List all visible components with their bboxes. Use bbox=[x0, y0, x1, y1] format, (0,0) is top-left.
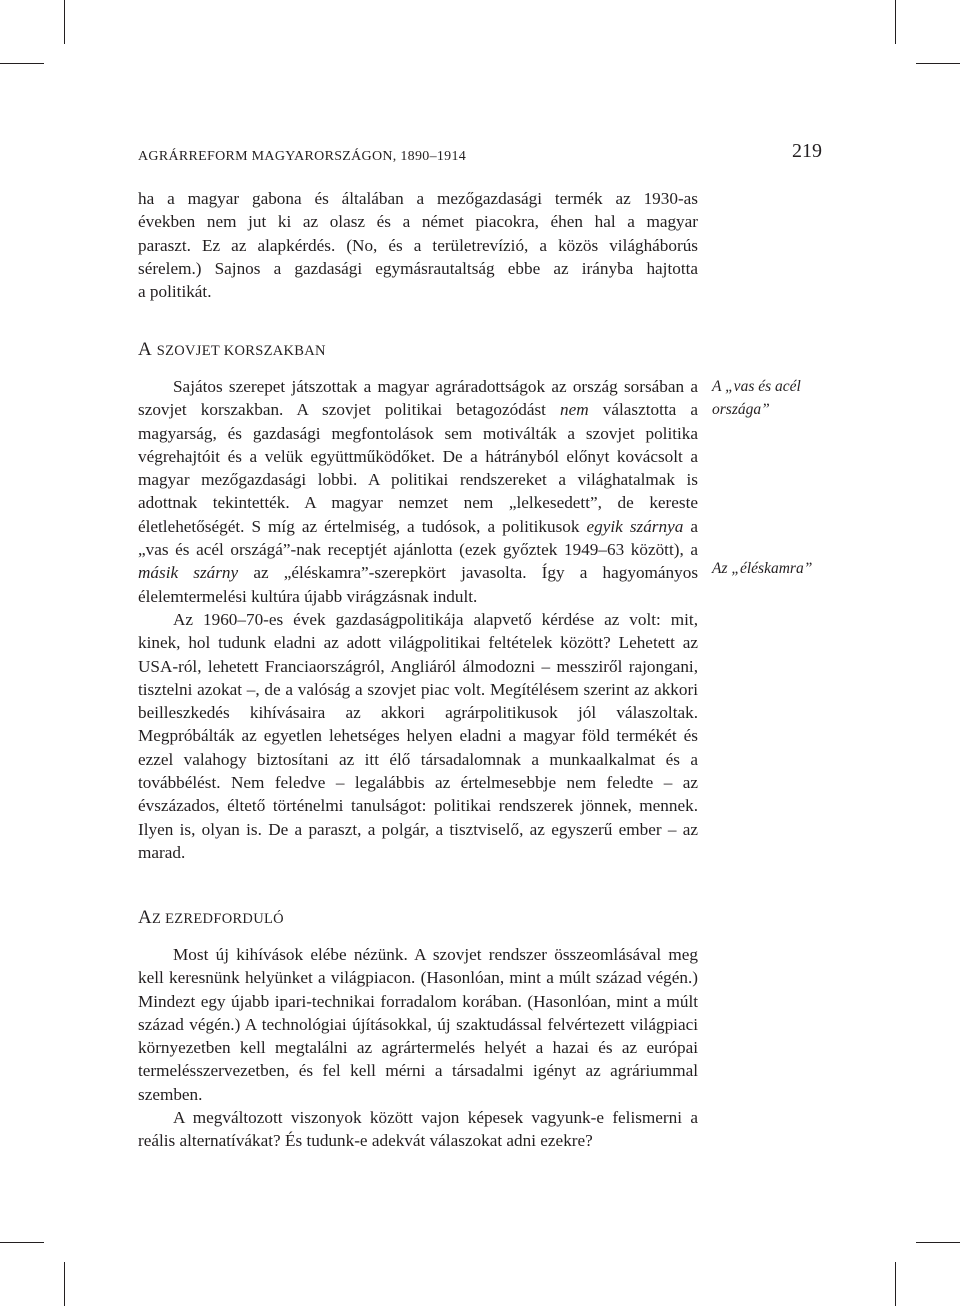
heading-text: Z EZREDFORDULÓ bbox=[152, 911, 284, 927]
intro-line: sérelem.) Sajnos a gazdasági egymásrautaltság ebbe az irányba hajtotta bbox=[138, 258, 698, 278]
emphasis: nem bbox=[560, 400, 589, 420]
page-number: 219 bbox=[792, 140, 822, 162]
section-heading-millennium bbox=[138, 907, 698, 929]
section-soviet-era-body bbox=[138, 375, 698, 864]
heading-initial: A bbox=[138, 907, 153, 928]
crop-mark-right-lower bbox=[916, 1242, 960, 1243]
paragraph: Most új kihívások elébe nézünk. A szovjet rendszer összeomlásával meg kell keresnünk helyünket a világpiacon. (Hasonlóan, mint a múlt század végén.) Mindezt egy újabb ipari-technikai forradalom korában. (Hasonlóan, mint a múlt század végén.) A technológiai újításokkal, új szaktudással felvértezett világpiaci környezetben kell megtalálni az agrártermelés helyét a hazai és az európai termelésszervezetben, és fel kell mérni a társadalmi igényt az agráriummal szemben. bbox=[138, 945, 698, 1104]
margin-note-vas-es-acel: A „vas és acél országa” bbox=[712, 378, 801, 418]
crop-mark-left-lower bbox=[0, 1242, 44, 1243]
emphasis: másik szárny bbox=[138, 563, 239, 583]
heading-initial: A bbox=[138, 339, 153, 360]
intro-line: paraszt. Ez az alapkérdés. (No, és a területrevízió, a közös világháborús bbox=[138, 235, 698, 255]
paragraph: Sajátos szerepet játszottak a magyar agráradottságok az ország sorsában a szovjet korszakban. A szovjet politikai betagozódást nem választotta a magyarság, és gazdasági megfontolások sem motiválták a szovjet politika végrehajtóit és a velük együttműködőket. De a hátrányból előnyt kovácsolt a magyar mezőgazdasági lobbi. A politikai rendszereket a világhatalmak is adottnak tekintették. A magyar nemzet nem „lelkesedett”, de kereste életlehetőségét. S míg az értelmiség, a tudósok, a politikusok egyik szárnya a „vas és acél országá”-nak receptjét ajánlotta (ezek győztek 1949–63 között), a másik szárny az „éléskamra”-szerepkört javasolta. Így a hagyományos élelemtermelési kultúra újabb virágzásnak indult. bbox=[138, 377, 699, 606]
intro-line: években nem jut ki az olasz és a német piacokra, éhen hal a magyar bbox=[138, 212, 698, 232]
emphasis: egyik szárnya bbox=[586, 516, 684, 536]
margin-note-eleskamra: Az „éléskamra” bbox=[712, 560, 813, 577]
intro-paragraph bbox=[138, 187, 698, 303]
intro-line: a politikát. bbox=[138, 282, 212, 302]
intro-line: ha a magyar gabona és általában a mezőgazdasági termék az 1930-as bbox=[138, 189, 698, 208]
page-header bbox=[138, 140, 822, 170]
section-millennium-body bbox=[138, 943, 698, 1153]
paragraph: A megváltozott viszonyok között vajon képesek vagyunk-e felismerni a reális alternatívákat? És tudunk-e adekvát válaszokat adni ezekre? bbox=[138, 1108, 698, 1151]
crop-mark-right-upper bbox=[916, 63, 960, 64]
crop-mark-left-upper bbox=[0, 63, 44, 64]
crop-mark-top-left bbox=[64, 0, 65, 44]
running-head: AGRÁRREFORM MAGYARORSZÁGON, 1890–1914 bbox=[138, 149, 467, 164]
paragraph: Az 1960–70-es évek gazdaságpolitikája alapvető kérdése az volt: mit, kinek, hol tudunk eladni az adott világpolitikai feltételek között? Lehetett az USA-ról, lehetett Franciaországról, Angliáról álmodozni – messziről rajongani, tisztelni azokat –, de a valóság a szovjet piac volt. Megítélésem szerint az akkori beilleszkedés kihívásaira az akkori agrárpolitikusok jól válaszoltak. Megpróbálták az egyetlen lehetséges helyen eladni a magyar föld termékét és ezzel valahogy biztosítani az itt élő társadalomnak a munkaalkalmat és a továbbélést. Nem feledve – legalábbis az értelmesebbje nem feledte – az évszázados, éltető történelmi tanulságot: politikai rendszerek jönnek, mennek. Ilyen is, olyan is. De a paraszt, a polgár, a tisztviselő, az egyszerű ember – az marad. bbox=[138, 609, 698, 862]
heading-text: SZOVJET KORSZAKBAN bbox=[156, 343, 326, 359]
crop-mark-bottom-right bbox=[895, 1262, 896, 1306]
crop-mark-bottom-left bbox=[64, 1262, 65, 1306]
section-heading-soviet-era bbox=[138, 339, 698, 361]
crop-mark-top-right bbox=[895, 0, 896, 44]
